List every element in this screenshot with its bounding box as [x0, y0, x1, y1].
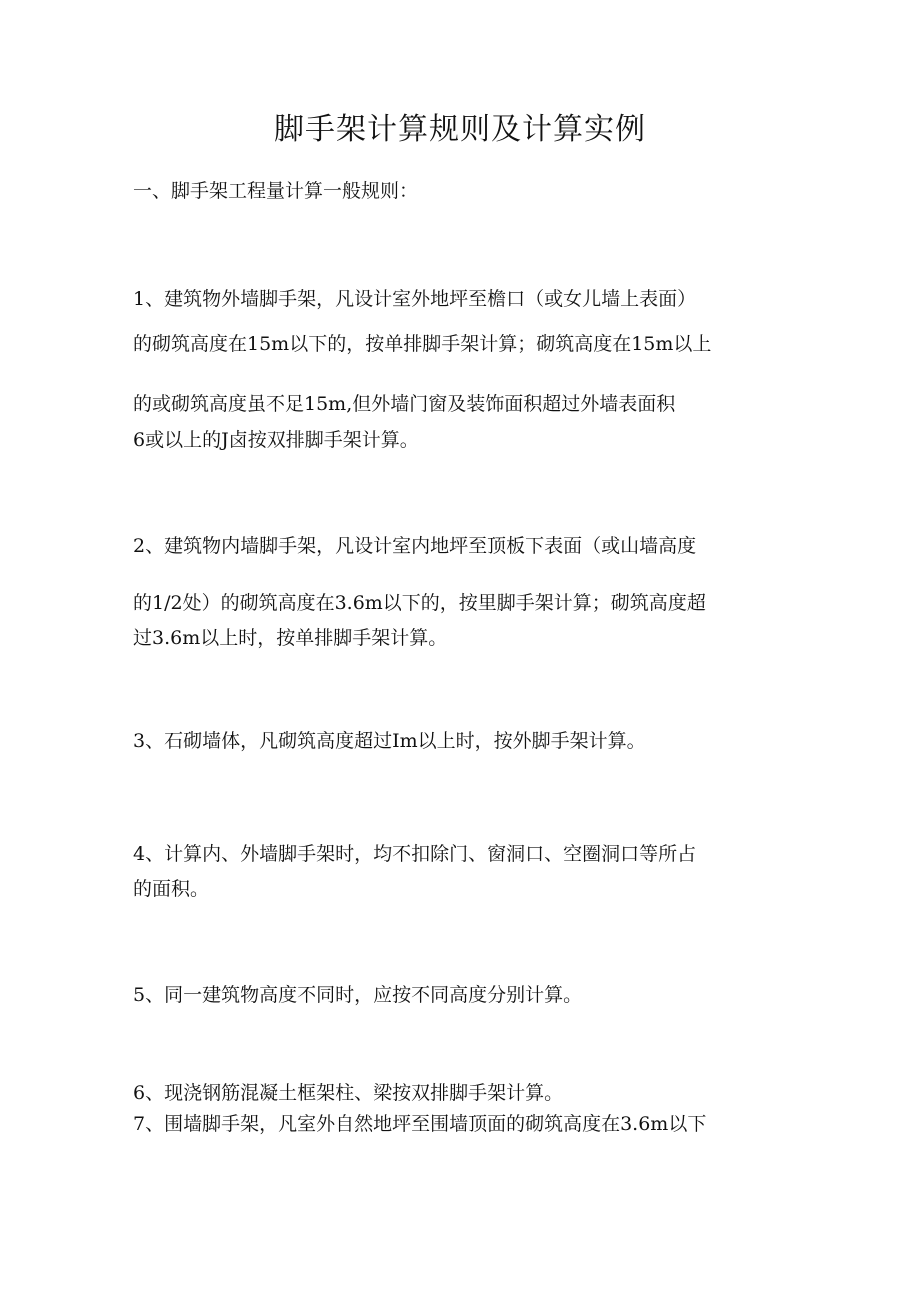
rule-1-line-1: 1、建筑物外墙脚手架，凡设计室外地坪至檐口（或女儿墙上表面） [133, 288, 697, 310]
rule-4-line-1: 4、计算内、外墙脚手架时，均不扣除门、窗洞口、空圈洞口等所占 [133, 843, 697, 865]
rule-4-line-2: 的面积。 [133, 878, 210, 900]
section-heading: 一、脚手架工程量计算一般规则： [133, 180, 419, 202]
rule-2-line-3: 过3.6m以上时，按单排脚手架计算。 [133, 627, 448, 649]
rule-2-line-1: 2、建筑物内墙脚手架，凡设计室内地坪至顶板下表面（或山墙高度 [133, 535, 697, 557]
rule-1-line-3: 的或砌筑高度虽不足15m,但外墙门窗及装饰面积超过外墙表面积 [133, 393, 676, 415]
rule-5-line-1: 5、同一建筑物高度不同时，应按不同高度分别计算。 [133, 984, 583, 1006]
rule-1-line-4: 6或以上的J卤按双排脚手架计算。 [133, 429, 419, 451]
rule-1-line-2: 的砌筑高度在15m以下的，按单排脚手架计算；砌筑高度在15m以上 [133, 333, 712, 355]
rule-7-line-1: 7、围墙脚手架，凡室外自然地坪至围墙顶面的砌筑高度在3.6m以下 [133, 1113, 707, 1135]
document-title: 脚手架计算规则及计算实例 [274, 112, 646, 147]
rule-2-line-2: 的1/2处）的砌筑高度在3.6m以下的，按里脚手架计算；砌筑高度超 [133, 592, 706, 614]
rule-3-line-1: 3、石砌墙体，凡砌筑高度超过Im以上时，按外脚手架计算。 [133, 730, 646, 752]
rule-6-line-1: 6、现浇钢筋混凝土框架柱、梁按双排脚手架计算。 [133, 1082, 564, 1104]
